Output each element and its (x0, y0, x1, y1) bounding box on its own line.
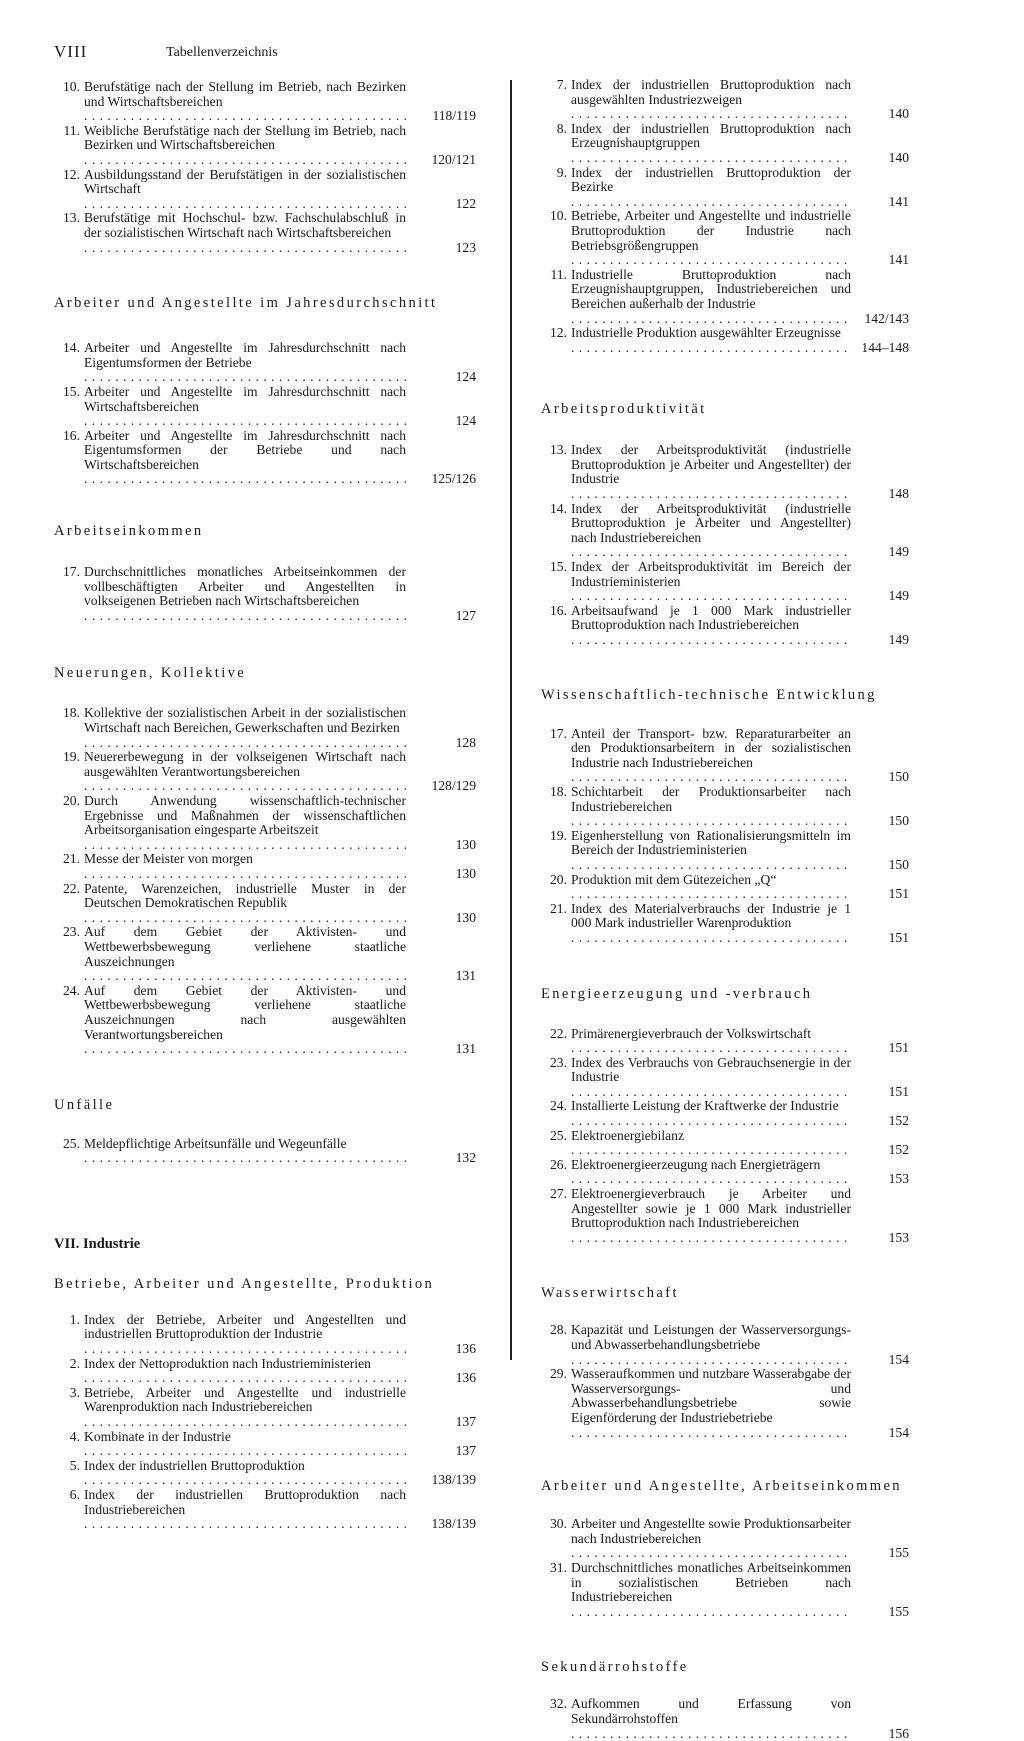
entry-number: 21. (54, 852, 80, 867)
page-reference: 155 (889, 1546, 909, 1561)
toc-entry (54, 1357, 476, 1386)
left-column (54, 80, 476, 1532)
entry-title: Anteil der Transport- bzw. Reparaturarbeiter an den Produktionsarbeitern in der sozialistischen Industrie nach Industriebereichen (571, 727, 851, 771)
page-reference: 151 (889, 1041, 909, 1056)
page-reference: 122 (456, 197, 476, 212)
leader-dots (84, 779, 406, 794)
entry-title: Kombinate in der Industrie (84, 1430, 406, 1445)
toc-entry (541, 78, 909, 122)
toc-entry (54, 429, 476, 487)
entry-title: Index der industriellen Bruttoproduktion (84, 1459, 406, 1474)
leader-dots (84, 1444, 406, 1459)
leader-dots (571, 1426, 851, 1441)
entry-title: Elektroenergiebilanz (571, 1129, 851, 1144)
entry-number: 20. (54, 794, 80, 809)
entry-number: 12. (541, 326, 567, 341)
entry-number: 24. (541, 1099, 567, 1114)
page-reference: 130 (456, 867, 476, 882)
leader-dots (84, 1371, 406, 1386)
leader-dots (571, 195, 851, 210)
entry-number: 14. (541, 502, 567, 517)
toc-entry (541, 166, 909, 210)
leader-dots (571, 151, 851, 166)
entry-number: 29. (541, 1367, 567, 1382)
page-reference: 142/143 (864, 312, 909, 327)
entry-number: 22. (54, 882, 80, 897)
entry-number: 5. (54, 1459, 80, 1474)
page-reference: 154 (889, 1353, 909, 1368)
entry-title: Auf dem Gebiet der Aktivisten- und Wettbewerbsbewegung verliehene staatliche Auszeichnungen (84, 925, 406, 969)
entry-title: Index des Materialverbrauchs der Industrie je 1 000 Mark industrieller Warenproduktion (571, 902, 851, 931)
page-reference: 124 (456, 414, 476, 429)
toc-entry (54, 1430, 476, 1459)
toc-entry (541, 1367, 909, 1440)
toc-section (54, 1236, 476, 1532)
page-reference: 151 (889, 887, 909, 902)
toc-section (541, 1285, 909, 1440)
page-reference: 128/129 (431, 779, 476, 794)
entry-title: Index der Nettoproduktion nach Industrieministerien (84, 1357, 406, 1372)
entry-title: Produktion mit dem Gütezeichen „Q“ (571, 873, 851, 888)
entry-title: Kapazität und Leistungen der Wasserversorgungs- und Abwasserbehandlungsbetriebe (571, 1323, 851, 1352)
page-reference: 152 (889, 1143, 909, 1158)
entry-number: 25. (54, 1137, 80, 1152)
toc-entry (541, 560, 909, 604)
entry-title: Betriebe, Arbeiter und Angestellte und industrielle Bruttoproduktion der Industrie nach Betriebsgrößengruppen (571, 209, 851, 253)
toc-entry (54, 852, 476, 881)
section-heading: Arbeiter und Angestellte im Jahresdurchschnitt (54, 295, 476, 311)
entry-title: Index der Arbeitsproduktivität (industrielle Bruttoproduktion je Arbeiter und Angestellter) der Industrie (571, 443, 851, 487)
section-heading: Energieerzeugung und -verbrauch (541, 986, 909, 1002)
entry-title: Index der industriellen Bruttoproduktion nach Erzeugnishauptgruppen (571, 122, 851, 151)
leader-dots (571, 814, 851, 829)
entry-title: Weibliche Berufstätige nach der Stellung im Betrieb, nach Bezirken und Wirtschaftsbereichen (84, 124, 406, 153)
entry-title: Arbeitsaufwand je 1 000 Mark industrieller Bruttoproduktion nach Industriebereichen (571, 604, 851, 633)
toc-entry (54, 341, 476, 385)
leader-dots (571, 312, 851, 327)
leader-dots (571, 341, 851, 356)
entry-title: Index der industriellen Bruttoproduktion nach ausgewählten Industriezweigen (571, 78, 851, 107)
entry-number: 11. (54, 124, 80, 139)
entry-number: 6. (54, 1488, 80, 1503)
leader-dots (84, 1042, 406, 1057)
section-heading: Wasserwirtschaft (541, 1285, 909, 1301)
toc-entry (541, 902, 909, 946)
entry-title: Primärenergieverbrauch der Volkswirtschaft (571, 1027, 851, 1042)
section-heading: Arbeitsproduktivität (541, 401, 909, 417)
page-reference: 141 (889, 195, 909, 210)
page-reference: 137 (456, 1444, 476, 1459)
page-reference: 154 (889, 1426, 909, 1441)
toc-entry (541, 1027, 909, 1056)
leader-dots (571, 1085, 851, 1100)
entry-title: Industrielle Bruttoproduktion nach Erzeugnishauptgruppen, Industriebereichen und Bereichen außerhalb der Industrie (571, 268, 851, 312)
leader-dots (84, 197, 406, 212)
leader-dots (84, 109, 406, 124)
toc-entry (54, 925, 476, 983)
toc-entry (54, 385, 476, 429)
page-reference: 149 (889, 589, 909, 604)
page-number: VIII (54, 42, 87, 62)
page-reference: 153 (889, 1231, 909, 1246)
toc-entry (541, 268, 909, 326)
toc-section (54, 665, 476, 1056)
toc-section (541, 78, 909, 355)
page-reference: 153 (889, 1172, 909, 1187)
page-reference: 149 (889, 545, 909, 560)
entry-title: Durchschnittliches monatliches Arbeitseinkommen der vollbeschäftigten Arbeiter und Angestellten in volkseigenen Betrieben nach Wirtschaftsbereichen (84, 565, 406, 609)
page-reference: 149 (889, 633, 909, 648)
entry-number: 18. (541, 785, 567, 800)
page-reference: 130 (456, 838, 476, 853)
entry-number: 14. (54, 341, 80, 356)
leader-dots (84, 867, 406, 882)
toc-entry (541, 1056, 909, 1100)
toc-section (54, 295, 476, 487)
page-reference: 136 (456, 1371, 476, 1386)
leader-dots (571, 1143, 851, 1158)
toc-entry (541, 122, 909, 166)
page-reference: 120/121 (431, 153, 476, 168)
page-reference: 141 (889, 253, 909, 268)
toc-section (541, 401, 909, 647)
page-reference: 150 (889, 858, 909, 873)
leader-dots (84, 969, 406, 984)
page-reference: 150 (889, 770, 909, 785)
leader-dots (84, 609, 406, 624)
leader-dots (571, 887, 851, 902)
entry-number: 21. (541, 902, 567, 917)
page-reference: 132 (456, 1151, 476, 1166)
toc-section (54, 1097, 476, 1166)
entry-title: Schichtarbeit der Produktionsarbeiter nach Industriebereichen (571, 785, 851, 814)
entry-number: 12. (54, 168, 80, 183)
leader-dots (84, 1415, 406, 1430)
entry-number: 15. (541, 560, 567, 575)
toc-entry (541, 1129, 909, 1158)
leader-dots (84, 736, 406, 751)
entry-title: Berufstätige nach der Stellung im Betrieb, nach Bezirken und Wirtschaftsbereichen (84, 80, 406, 109)
entry-number: 11. (541, 268, 567, 283)
leader-dots (84, 153, 406, 168)
page-reference: 125/126 (431, 472, 476, 487)
toc-entry (541, 1517, 909, 1561)
entry-title: Elektroenergieverbrauch je Arbeiter und Angestellter sowie je 1 000 Mark industrieller Bruttoproduktion nach Industriebereichen (571, 1187, 851, 1231)
leader-dots (571, 589, 851, 604)
entry-number: 9. (541, 166, 567, 181)
toc-section (54, 523, 476, 623)
page-reference: 137 (456, 1415, 476, 1430)
entry-number: 20. (541, 873, 567, 888)
toc-section (541, 1478, 909, 1619)
page-reference: 138/139 (431, 1517, 476, 1532)
section-heading: Arbeiter und Angestellte, Arbeitseinkommen (541, 1478, 909, 1494)
page-reference: 156 (889, 1727, 909, 1741)
toc-entry (541, 502, 909, 560)
leader-dots (571, 545, 851, 560)
entry-number: 23. (541, 1056, 567, 1071)
leader-dots (84, 472, 406, 487)
entry-title: Eigenherstellung von Rationalisierungsmitteln im Bereich der Industrieministerien (571, 829, 851, 858)
leader-dots (571, 253, 851, 268)
leader-dots (571, 1605, 851, 1620)
entry-title: Arbeiter und Angestellte im Jahresdurchschnitt nach Wirtschaftsbereichen (84, 385, 406, 414)
page-reference: 131 (456, 1042, 476, 1057)
entry-title: Index der industriellen Bruttoproduktion nach Industriebereichen (84, 1488, 406, 1517)
leader-dots (84, 1342, 406, 1357)
entry-number: 17. (541, 727, 567, 742)
leader-dots (84, 1151, 406, 1166)
toc-entry (54, 882, 476, 926)
entry-number: 19. (54, 750, 80, 765)
leader-dots (571, 1727, 851, 1741)
entry-number: 13. (54, 211, 80, 226)
entry-title: Kollektive der sozialistischen Arbeit in der sozialistischen Wirtschaft nach Bereichen, Gewerkschaften und Bezirken (84, 706, 406, 735)
entry-number: 26. (541, 1158, 567, 1173)
leader-dots (571, 1172, 851, 1187)
toc-entry (541, 727, 909, 785)
entry-number: 16. (54, 429, 80, 444)
entry-number: 30. (541, 1517, 567, 1532)
toc-entry (541, 604, 909, 648)
entry-title: Messe der Meister von morgen (84, 852, 406, 867)
section-heading: Betriebe, Arbeiter und Angestellte, Produktion (54, 1276, 476, 1292)
toc-entry (541, 326, 909, 355)
section-heading: Sekundärrohstoffe (541, 1659, 909, 1675)
page-reference: 138/139 (431, 1473, 476, 1488)
page-reference: 127 (456, 609, 476, 624)
entry-title: Wasseraufkommen und nutzbare Wasserabgabe der Wasserversorgungs- und Abwasserbehandlungsbetriebe sowie Eigenförderung der Industriebetriebe (571, 1367, 851, 1425)
page-reference: 152 (889, 1114, 909, 1129)
toc-entry (541, 1561, 909, 1619)
page-reference: 140 (889, 107, 909, 122)
leader-dots (571, 487, 851, 502)
toc-entry (541, 873, 909, 902)
entry-number: 31. (541, 1561, 567, 1576)
entry-title: Durch Anwendung wissenschaftlich-technischer Ergebnisse und Maßnahmen der wissenschaftlichen Arbeitsorganisation eingesparte Arbeitszeit (84, 794, 406, 838)
entry-number: 19. (541, 829, 567, 844)
page-reference: 131 (456, 969, 476, 984)
toc-entry (54, 984, 476, 1057)
page-reference: 118/119 (432, 109, 476, 124)
page-reference: 124 (456, 370, 476, 385)
leader-dots (571, 931, 851, 946)
entry-title: Aufkommen und Erfassung von Sekundärrohstoffen (571, 1697, 851, 1726)
entry-title: Index der Betriebe, Arbeiter und Angestellten und industriellen Bruttoproduktion der Industrie (84, 1313, 406, 1342)
entry-title: Arbeiter und Angestellte sowie Produktionsarbeiter nach Industriebereichen (571, 1517, 851, 1546)
column-divider (510, 80, 512, 1360)
entry-title: Installierte Leistung der Kraftwerke der Industrie (571, 1099, 851, 1114)
leader-dots (571, 107, 851, 122)
entry-number: 13. (541, 443, 567, 458)
entry-number: 10. (541, 209, 567, 224)
toc-entry (54, 168, 476, 212)
entry-title: Arbeiter und Angestellte im Jahresdurchschnitt nach Eigentumsformen der Betriebe und nach Wirtschaftsbereichen (84, 429, 406, 473)
entry-number: 24. (54, 984, 80, 999)
entry-number: 23. (54, 925, 80, 940)
entry-number: 27. (541, 1187, 567, 1202)
entry-number: 32. (541, 1697, 567, 1712)
leader-dots (84, 370, 406, 385)
toc-entry (541, 829, 909, 873)
right-column (541, 78, 909, 1741)
entry-title: Betriebe, Arbeiter und Angestellte und industrielle Warenproduktion nach Industriebereichen (84, 1386, 406, 1415)
toc-section (541, 986, 909, 1246)
toc-section (541, 1659, 909, 1741)
toc-entry (54, 1137, 476, 1166)
toc-entry (54, 706, 476, 750)
section-heading: Neuerungen, Kollektive (54, 665, 476, 681)
entry-title: Industrielle Produktion ausgewählter Erzeugnisse (571, 326, 851, 341)
toc-entry (54, 794, 476, 852)
leader-dots (84, 1517, 406, 1532)
toc-entry (541, 1323, 909, 1367)
entry-number: 3. (54, 1386, 80, 1401)
entry-title: Elektroenergieerzeugung nach Energieträgern (571, 1158, 851, 1173)
entry-number: 1. (54, 1313, 80, 1328)
entry-number: 8. (541, 122, 567, 137)
toc-entry (54, 80, 476, 124)
entry-number: 25. (541, 1129, 567, 1144)
entry-number: 17. (54, 565, 80, 580)
toc-entry (54, 1386, 476, 1430)
entry-title: Ausbildungsstand der Berufstätigen in der sozialistischen Wirtschaft (84, 168, 406, 197)
leader-dots (571, 1546, 851, 1561)
toc-section (54, 80, 476, 255)
section-heading: Arbeitseinkommen (54, 523, 476, 539)
page-reference: 151 (889, 931, 909, 946)
toc-entry (54, 211, 476, 255)
leader-dots (84, 911, 406, 926)
leader-dots (571, 633, 851, 648)
page-reference: 155 (889, 1605, 909, 1620)
leader-dots (84, 414, 406, 429)
entry-number: 7. (541, 78, 567, 93)
toc-entry (54, 565, 476, 623)
leader-dots (571, 1114, 851, 1129)
entry-title: Patente, Warenzeichen, industrielle Muster in der Deutschen Demokratischen Republik (84, 882, 406, 911)
section-heading: Unfälle (54, 1097, 476, 1113)
leader-dots (571, 1353, 851, 1368)
running-title: Tabellenverzeichnis (166, 45, 278, 61)
toc-entry (54, 1313, 476, 1357)
entry-title: Index der Arbeitsproduktivität im Bereich der Industrieministerien (571, 560, 851, 589)
entry-title: Arbeiter und Angestellte im Jahresdurchschnitt nach Eigentumsformen der Betriebe (84, 341, 406, 370)
entry-number: 15. (54, 385, 80, 400)
section-heading: Wissenschaftlich-technische Entwicklung (541, 687, 909, 703)
toc-entry (54, 124, 476, 168)
page-reference: 151 (889, 1085, 909, 1100)
entry-title: Index des Verbrauchs von Gebrauchsenergie in der Industrie (571, 1056, 851, 1085)
running-header (54, 42, 494, 64)
leader-dots (571, 1041, 851, 1056)
leader-dots (84, 1473, 406, 1488)
toc-entry (54, 1459, 476, 1488)
entry-title: Berufstätige mit Hochschul- bzw. Fachschulabschluß in der sozialistischen Wirtschaft nach Wirtschaftsbereichen (84, 211, 406, 240)
entry-title: Durchschnittliches monatliches Arbeitseinkommen in sozialistischen Betrieben nach Industriebereichen (571, 1561, 851, 1605)
toc-entry (54, 1488, 476, 1532)
page-reference: 144–148 (861, 341, 909, 356)
toc-entry (541, 785, 909, 829)
entry-number: 10. (54, 80, 80, 95)
leader-dots (571, 858, 851, 873)
entry-number: 16. (541, 604, 567, 619)
entry-number: 28. (541, 1323, 567, 1338)
page-reference: 140 (889, 151, 909, 166)
toc-entry (541, 443, 909, 501)
toc-entry (541, 209, 909, 267)
leader-dots (84, 241, 406, 256)
entry-title: Meldepflichtige Arbeitsunfälle und Wegeunfälle (84, 1137, 406, 1152)
entry-title: Neuererbewegung in der volkseigenen Wirtschaft nach ausgewählten Verantwortungsbereichen (84, 750, 406, 779)
toc-entry (54, 750, 476, 794)
toc-entry (541, 1099, 909, 1128)
entry-title: Auf dem Gebiet der Aktivisten- und Wettbewerbsbewegung verliehene staatliche Auszeichnungen nach ausgewählten Verantwortungsbereichen (84, 984, 406, 1042)
leader-dots (84, 838, 406, 853)
entry-number: 18. (54, 706, 80, 721)
page-reference: 128 (456, 736, 476, 751)
leader-dots (571, 770, 851, 785)
entry-number: 4. (54, 1430, 80, 1445)
entry-number: 2. (54, 1357, 80, 1372)
part-heading: VII. Industrie (54, 1236, 476, 1252)
entry-title: Index der Arbeitsproduktivität (industrielle Bruttoproduktion je Arbeiter und Angestellter) nach Industriebereichen (571, 502, 851, 546)
entry-title: Index der industriellen Bruttoproduktion der Bezirke (571, 166, 851, 195)
leader-dots (571, 1231, 851, 1246)
page-reference: 150 (889, 814, 909, 829)
toc-entry (541, 1697, 909, 1741)
page-reference: 123 (456, 241, 476, 256)
page-reference: 136 (456, 1342, 476, 1357)
toc-entry (541, 1158, 909, 1187)
entry-number: 22. (541, 1027, 567, 1042)
toc-entry (541, 1187, 909, 1245)
toc-section (541, 687, 909, 946)
page-reference: 148 (889, 487, 909, 502)
page-reference: 130 (456, 911, 476, 926)
